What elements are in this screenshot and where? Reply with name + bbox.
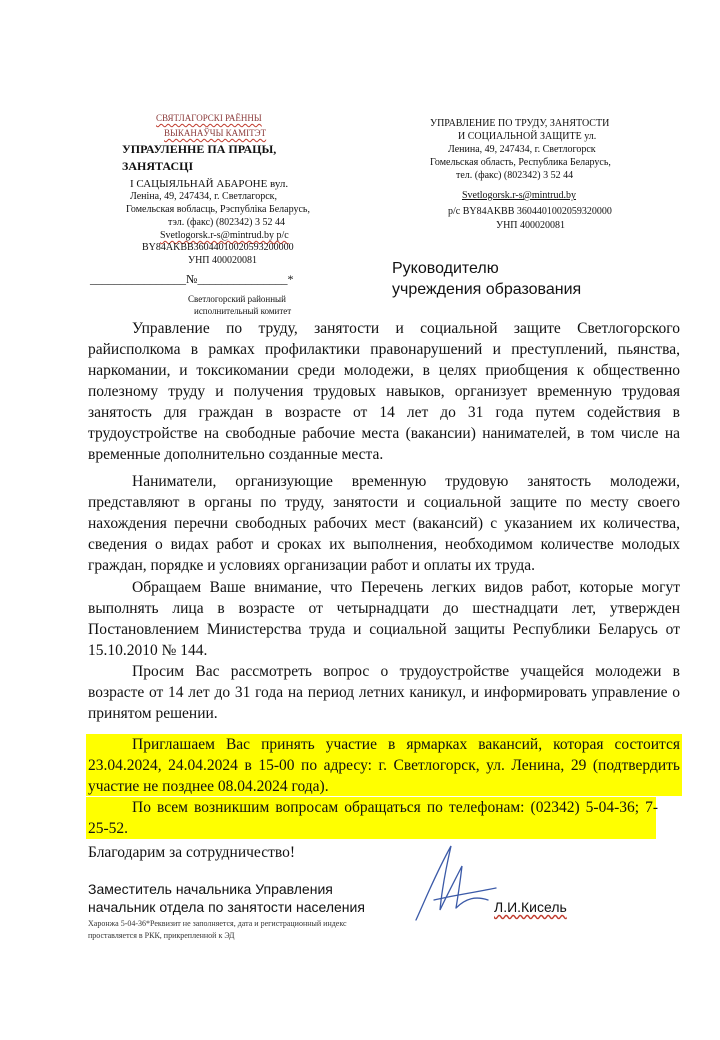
- addressee: [392, 258, 581, 300]
- addressee-line-1: Руководителю: [392, 260, 499, 277]
- addressee-line-2: учреждения образования: [392, 281, 582, 298]
- footer-line-1: Харонжа 5-04-36*Реквизит не заполняется, дата и регистрационный индекс: [88, 919, 347, 928]
- left-header-org-line-1: УПРАУЛЕННЕ ПА ПРАЦЫ,: [122, 142, 277, 156]
- left-header-phone: тэл. (факс) (802342) 3 52 44: [168, 217, 286, 228]
- signatory-title-line-1: Заместитель начальника Управления: [88, 881, 333, 897]
- thanks-line: Благодарим за сотрудничество!: [88, 844, 295, 861]
- right-header: [430, 118, 700, 248]
- right-header-unp: УНП 400020081: [496, 220, 566, 231]
- left-header-account: BY84AKBB36044010020593200000: [142, 242, 294, 253]
- signatory-title-line-2: начальник отдела по занятости населения: [88, 899, 365, 915]
- left-header-org-line-2: ЗАНЯТАСЦІ: [122, 159, 194, 173]
- footer-line-2: проставляется в РКК, прикрепленной к ЭД: [88, 931, 235, 940]
- paragraph-4: Просим Вас рассмотреть вопрос о трудоустройстве учащейся молодежи в возрасте от 14 лет до 31 года на период летних каникул, и информировать управление о принятом решении.: [88, 663, 680, 722]
- left-header-faded-line-2: ВЫКАНАЎЧЫ КАМІТЭТ: [164, 128, 267, 138]
- left-header-org-line-3: І САЦЫЯЛЬНАЙ АБАРОНЕ вул.: [130, 178, 289, 190]
- left-header-address-line-1: Леніна, 49, 247434, г. Светлагорск,: [130, 191, 278, 202]
- left-header-committee-line-1: Светлогорский районный: [188, 294, 286, 304]
- left-header-number-line: ________________№_______________*: [90, 272, 294, 286]
- right-header-address-line-2: Гомельская область, Республика Беларусь,: [430, 157, 611, 168]
- paragraph-contacts: По всем возникшим вопросам обращаться по телефонам: (02342) 5-04-36; 7-25-52.: [88, 799, 658, 837]
- right-header-phone: тел. (факс) (802342) 3 52 44: [456, 170, 574, 181]
- paragraph-1: Управление по труду, занятости и социальной защите Светлогорского райисполкома в рамках профилактики правонарушений и преступлений, пьянства, наркомании, и токсикомании среди молодежи, в целях приобщения к общественно полезному труду и получения трудовых навыков, организует временную трудовая занятость для граждан в возрасте от 14 лет до 31 года путем содействия в трудоустройстве на свободные рабочие места (вакансии) нанимателей, в том числе на временные дополнительно созданные места.: [88, 320, 680, 463]
- right-header-email[interactable]: Svetlogorsk.r-s@mintrud.by: [462, 190, 577, 201]
- left-header-unp: УНП 400020081: [188, 255, 258, 266]
- left-header-address-line-2: Гомельская вобласць, Рэспубліка Беларусь,: [126, 204, 310, 215]
- left-header: [70, 112, 340, 322]
- right-header-address-line-1: Ленина, 49, 247434, г. Светлогорск: [448, 144, 596, 155]
- left-header-committee-line-2: исполнительный комитет: [194, 306, 292, 316]
- paragraph-2: Наниматели, организующие временную трудовую занятость молодежи, представляют в органы по труду, занятости и социальной защите по месту своего нахождения перечни свободных рабочих мест (вакансий) с указанием их количества, сведения о видах работ и сроках их выполнения, необходимом количестве молодых граждан, порядке и условиях организации работ и оплаты их труда.: [88, 473, 680, 574]
- paragraph-3: Обращаем Ваше внимание, что Перечень легких видов работ, которые могут выполнять лица в возрасте от четырнадцати до шестнадцати лет, утвержден Постановлением Министерства труда и социальной защиты Республики Беларусь от 15.10.2010 № 144.: [88, 579, 680, 659]
- signatory-name: Л.И.Кисель: [494, 899, 567, 915]
- paragraph-invitation: Приглашаем Вас принять участие в ярмарках вакансий, которая состоится 23.04.2024, 24.04.2024 в 15-00 по адресу: г. Светлогорск, ул. Ленина, 29 (подтвердить участие не позднее 08.04.2024 года).: [88, 736, 680, 795]
- left-header-email[interactable]: Svetlogorsk.r-s@mintrud.by р/с: [160, 230, 289, 241]
- right-header-account: р/с BY84AKBB 3604401002059320000: [448, 206, 612, 217]
- right-header-org-line-2: И СОЦИАЛЬНОЙ ЗАЩИТЕ ул.: [458, 131, 597, 142]
- left-header-faded-line-1: СВЯТЛАГОРСКІ РАЁННЫ: [156, 113, 262, 123]
- handwritten-signature: [396, 838, 506, 928]
- right-header-org-line-1: УПРАВЛЕНИЕ ПО ТРУДУ, ЗАНЯТОСТИ: [430, 118, 610, 129]
